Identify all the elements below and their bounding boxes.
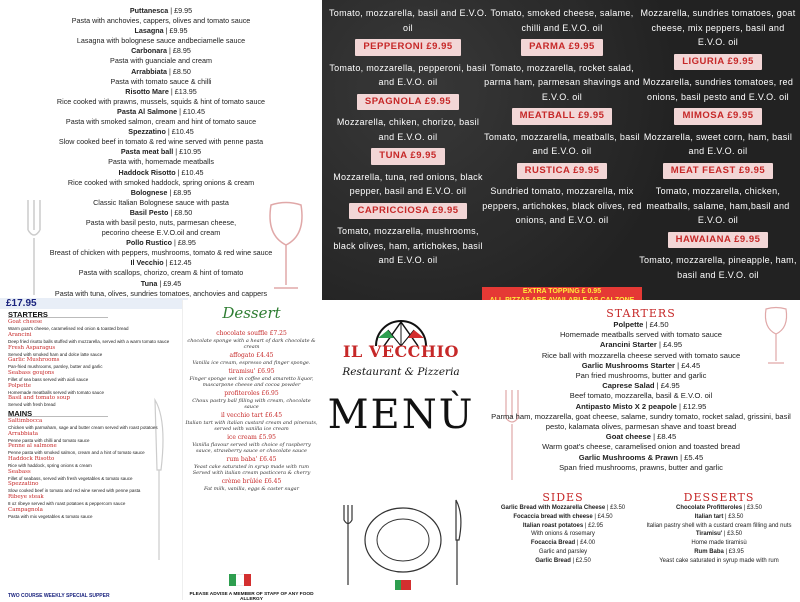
pasta-item — [6, 168, 316, 188]
pasta-item-description: Pasta with scallops, chorizo, cream & hint of tomato — [78, 268, 244, 278]
pizza-name-price: MEAT FEAST £9.95 — [663, 163, 773, 180]
starters-item-name: Goat cheese — [8, 319, 43, 326]
starters-item-name: Arancini — [8, 331, 32, 338]
pasta-item-description: Pasta with tomato sauce & chilli — [110, 76, 212, 86]
pasta-item-title: Pasta Al Salmone | £10.45 — [117, 106, 205, 116]
pasta-item — [6, 228, 316, 238]
dessert-item-description: chocolate sponge with a heart of dark chocolate & cream — [187, 338, 316, 350]
pasta-item-description: Slow cooked beef in tomato & red wine served with penne pasta — [58, 137, 264, 147]
desserts-item-name: Italian tart — [694, 513, 724, 520]
pasta-item-title: Spezzatino | £10.45 — [128, 127, 194, 137]
dessert-title: Dessert — [222, 304, 281, 322]
pizza-description: Tomato, mozzarella, basil and E.V.O. oil — [328, 8, 488, 33]
pasta-item-title: Risotto Mare | £13.95 — [125, 86, 197, 96]
pizza-description: Tomato, mozzarella, chicken, meatballs, salame, ham,basil and E.V.O. oil — [646, 186, 790, 225]
sides-item-price: £3.50 — [610, 505, 626, 511]
starters-item-name: Garlic Mushrooms & Prawn — [578, 452, 678, 462]
dessert-item-name: il vecchio tart £6.45 — [220, 412, 283, 419]
mains-item-name: Campagnola — [8, 506, 43, 513]
pasta-item-name: Arrabbiata — [131, 66, 168, 76]
pizza-column-3 — [638, 6, 798, 282]
dessert-item-name: crème brûlée £6.45 — [221, 478, 282, 485]
starters-item-price: £5.45 — [684, 452, 704, 462]
dessert-item-name: ice cream £5.95 — [227, 434, 276, 441]
pasta-item-title: Tuna | £9.45 — [140, 278, 182, 288]
desserts-item-price: £3.50 — [727, 531, 743, 538]
pasta-item — [6, 188, 316, 208]
dessert-list — [185, 328, 318, 492]
starters-item-price: £12.95 — [683, 401, 707, 411]
desserts-item-name: Rum Baba — [694, 548, 724, 555]
pizza-name-price: MIMOSA £9.95 — [674, 108, 761, 125]
weekly-special-footer: TWO COURSE WEEKLY SPECIAL SUPPER — [8, 593, 110, 599]
pizza-description: Mozzarella, tuna, red onions, black pepper, basil and E.V.O. oil — [333, 171, 483, 196]
starters-item-name: Antipasto Misto X 2 peapole — [575, 401, 677, 411]
desserts-item-title: Tiramisu' | £3.50 — [695, 531, 743, 538]
pasta-item-price: £8.50 — [174, 207, 193, 217]
mains-item-description: Penne pasta with smoked salmon, cream and a hint of tomato sauce — [8, 450, 145, 456]
starters-item-title: Arancini Starter | £4.95 — [599, 340, 683, 350]
pasta-item-description: Pasta with anchovies, cappers, olives and tomato sauce — [71, 16, 251, 26]
right-desserts-heading: DESSERTS — [683, 491, 755, 504]
pizza-description: Tomato, smoked cheese, salame, chilli and E.V.O. oil — [490, 8, 634, 33]
pasta-item-price: £10.45 — [182, 106, 205, 116]
extra-topping-text: EXTRA TOPPING £ 0.95 — [522, 288, 602, 295]
pasta-item-title: Puttanesca | £9.95 — [129, 6, 193, 15]
starters-item-name: Basil and tomato soup — [8, 395, 70, 402]
desserts-item-name: Chocolate Profitteroles — [676, 505, 743, 511]
pasta-item-price: £9.45 — [163, 278, 182, 288]
pizza-description: Mozzarella, chiken, chorizo, basil and E.V.O. oil — [336, 117, 480, 142]
pasta-item-price: £10.95 — [179, 147, 202, 157]
pasta-item-description: Pasta with tuna, olives, sundries tomatoes, anchovies and cappers — [54, 288, 268, 298]
pizza-name-price: MEATBALL £9.95 — [512, 108, 613, 125]
pasta-item-price: £9.95 — [169, 26, 188, 36]
pasta-item-name: Pasta meat ball — [120, 147, 174, 157]
pasta-item — [6, 6, 316, 26]
pasta-item-description: Classic Italian Bolognese sauce with pasta — [93, 197, 229, 207]
pizza-description: Tomato, mozzarella, mushrooms, black olives, ham, artichokes, basil and E.V.O. oil — [333, 226, 483, 265]
pizza-name-price: SPAGNOLA £9.95 — [357, 94, 459, 111]
desserts-item-title: Rum Baba | £3.95 — [694, 548, 744, 555]
sides-item-price: £4.50 — [597, 513, 613, 520]
pasta-item-name: Bolognese — [130, 187, 168, 197]
starters-item-title: Goat cheese | £8.45 — [605, 432, 677, 442]
special-price: £17.95 — [0, 298, 188, 309]
sides-item-name: Italian roast potatoes — [522, 522, 584, 529]
pasta-item — [6, 127, 316, 147]
sides-item-title: Garlic Bread with Mozzarella Cheese | £3.50 — [500, 505, 626, 511]
pasta-item-price: £8.95 — [172, 46, 191, 56]
starters-item-price: £4.45 — [681, 360, 701, 370]
desserts-item-name: Tiramisu' — [695, 531, 723, 538]
right-starters-list — [486, 308, 796, 473]
allergy-notice: PLEASE ADVISE A MEMBER OF STAFF OF ANY FOOD ALLERGY — [189, 592, 314, 602]
mains-item-name: Penne al salmone — [8, 443, 57, 450]
pasta-item-price: £8.50 — [172, 66, 191, 76]
mains-item-name: Saltimbocca — [8, 417, 43, 424]
pasta-item-name: Tuna — [140, 278, 158, 288]
pasta-item — [6, 26, 316, 46]
mains-item-name: Arrabbiata — [8, 430, 39, 437]
pasta-item-name: Spezzatino — [128, 127, 166, 137]
pizza-description: Tomato, mozzarella, pepperoni, basil and E.V.O. oil — [329, 62, 487, 87]
starters-item-name: Caprese Salad — [602, 381, 655, 391]
sides-heading: SIDES — [542, 491, 584, 504]
desserts-item-title: Italian tart | £3.50 — [694, 513, 744, 520]
pasta-item-title: Pollo Rustico | £8.95 — [126, 238, 196, 248]
starters-heading: STARTERS — [8, 312, 108, 318]
sides-item-description: Garlic and parsley — [538, 548, 588, 555]
dessert-item-name: profiteroles £6.95 — [224, 390, 279, 397]
mains-item-description: Penne pasta with chilli and tomato sauce — [8, 437, 90, 443]
pasta-item-price: £8.95 — [173, 187, 192, 197]
pizza-name-price: PEPPERONI £9.95 — [355, 39, 460, 56]
desserts-item-description: Home made tiramisù — [691, 540, 747, 547]
dessert-item-description: Vanilla flavour served with choice of raspberry sauce, strawberry sauce or chocolate sauce — [192, 442, 311, 454]
pasta-item-name: Lasagna — [134, 26, 164, 36]
mains-item-name: Spezzatino — [8, 481, 39, 488]
pasta-item-price: £8.95 — [177, 238, 196, 248]
pasta-item-description: Rice cooked with smoked haddock, spring onions & cream — [67, 177, 255, 187]
pasta-item — [6, 87, 316, 107]
pizza-name-price: RUSTICA £9.95 — [517, 163, 608, 180]
starters-item-name: Arancini Starter — [599, 340, 657, 350]
pizza-description: Mozzarella, sundries tomatoes, red onions, basil pesto and E.V.O. oil — [642, 77, 794, 102]
pizza-name-price: TUNA £9.95 — [371, 148, 444, 165]
pizza-column-1 — [328, 6, 488, 268]
starters-item-name: Fresh Asparagus — [8, 344, 56, 351]
pizza-description: Mozzarella, sundries tomatoes, goat cheese, mix peppers, basil and E.V.O. oil — [640, 8, 796, 47]
dessert-item-description: Italian tart with italian custard cream and pinenuts, served with vanilla ice cream — [185, 420, 318, 432]
mains-item-name: Ribeye steak — [8, 494, 44, 501]
desserts-item-description: Italian pastry shell with a custard cream filling and nuts — [646, 522, 792, 529]
pasta-item — [6, 67, 316, 87]
sides-list — [488, 492, 638, 566]
sides-item-name: Focaccia Bread — [530, 540, 576, 547]
pasta-item-name: Il Vecchio — [130, 258, 164, 268]
starters-item-description: Homemade meatballs served with tomato sauce — [559, 330, 723, 340]
sides-item-name: Garlic Bread with Mozzarella Cheese — [500, 505, 606, 511]
pasta-menu-panel — [0, 0, 322, 300]
mains-item-description: Fillet of seabass, served with fresh vegetables & tomato sauce — [8, 475, 133, 481]
starters-mains-list — [8, 309, 178, 519]
dessert-item-description: Fat milk, vanilla, eggs & caster sugar — [203, 486, 300, 492]
pasta-item-description: Pasta with guanciale and cream — [110, 56, 212, 66]
dessert-item-name: affogato £4.45 — [229, 352, 274, 359]
starters-item-description: Deep fried risotto balls stuffed with mozzarella, served with a warm tomato sauce — [8, 338, 170, 344]
pasta-item — [6, 46, 316, 66]
starters-item-name: Polpette — [613, 320, 644, 329]
pasta-item — [6, 279, 316, 299]
dessert-item-description: Finger sponge wet in coffee and amaretto liquor, mascarpone cheese and cocoa powder — [189, 376, 314, 388]
pasta-item-price: £12.45 — [169, 258, 192, 268]
pasta-item-description: Breast of chicken with peppers, mushrooms, tomato & red wine sauce — [49, 248, 273, 258]
right-desserts-list — [644, 492, 794, 566]
starters-item-description: Span fried mushrooms, prawns, butter and garlic — [559, 462, 723, 472]
italian-flag-icon — [229, 574, 251, 586]
starters-item-price: £4.50 — [649, 320, 669, 329]
mains-item-description: Slow cooked beef in tomato and red wine served with penne pasta — [8, 488, 141, 494]
sides-item-title: Italian roast potatoes | £2.95 — [522, 522, 604, 529]
weekly-special-panel — [0, 300, 182, 600]
pasta-item — [6, 107, 316, 127]
restaurant-subtitle: Restaurant & Pizzeria — [342, 366, 460, 378]
sides-item-title: Focaccia bread with cheese | £4.50 — [513, 513, 613, 520]
pasta-item-name: Basil Pesto — [129, 207, 169, 217]
pasta-item-price: £10.45 — [181, 167, 204, 177]
starters-item-description: Pan-fried mushrooms, parsley, butter and garlic — [8, 364, 103, 370]
dessert-menu-panel — [182, 300, 320, 600]
starters-item-name: Polpette — [8, 382, 31, 389]
starters-item-title: Caprese Salad | £4.95 — [602, 381, 680, 391]
starters-item-description: Warm goat's cheese, caramelised onion and toasted bread — [542, 442, 740, 452]
pasta-item-description: Pasta with basil pesto, nuts, parmesan cheese, — [85, 217, 237, 227]
pasta-item-name: Pasta Al Salmone — [117, 106, 178, 116]
sides-item-title: Garlic Bread | £2.50 — [535, 557, 591, 564]
pizza-description: Tomato, mozzarella, rocket salad, parma ham, parmesan shavings and E.V.O. oil — [484, 62, 640, 102]
sides-item-description: With onions & rosemary — [531, 531, 595, 538]
plate-and-cutlery-icon — [338, 485, 468, 590]
pizza-description: Sundried tomato, mozzarella, mix peppers, artichokes, black olives, red onions, and E.V.O. oil — [482, 186, 642, 225]
pizza-name-price: HAWAIANA £9.95 — [668, 232, 769, 249]
pasta-item — [6, 147, 316, 167]
pasta-item-title: Carbonara | £8.95 — [131, 46, 191, 56]
dessert-item-description: Vanilla ice cream, espresso and finger sponge. — [192, 360, 311, 366]
pasta-item-title: Basil Pesto | £8.50 — [129, 207, 193, 217]
starters-item-title: Garlic Mushrooms & Prawn | £5.45 — [578, 452, 704, 462]
pasta-item-name: Risotto Mare — [125, 86, 169, 96]
pizza-description: Tomato, mozzarella, meatballs, basil and E.V.O. oil — [484, 131, 640, 156]
restaurant-name: IL VECCHIO — [343, 342, 459, 361]
mains-item-name: Haddock Risotto — [8, 455, 55, 462]
pasta-item-description: pecorino cheese E.V.O.oil and cream — [101, 228, 221, 238]
pizza-description: Tomato, mozzarella, pineapple, ham, basil and E.V.O. oil — [639, 255, 797, 280]
starters-item-description: Warm goat's cheese, caramelised red onion & toasted bread — [8, 326, 129, 332]
menu-cover-panel — [320, 300, 482, 600]
starters-item-description: Pan fried mushrooms, butter and garlic — [575, 371, 707, 381]
sides-item-title: Focaccia Bread | £4.00 — [530, 540, 596, 547]
pasta-item — [6, 238, 316, 258]
starters-item-title: Garlic Mushrooms Starter | £4.45 — [581, 360, 701, 370]
pasta-item-price: £9.95 — [174, 6, 193, 15]
right-starters-heading: STARTERS — [606, 307, 676, 320]
pasta-item-description: Pasta with, homemade meatballs — [108, 157, 214, 167]
pasta-item-title: Arrabbiata | £8.50 — [131, 66, 191, 76]
pizza-name-price: CAPRICCIOSA £9.95 — [349, 203, 466, 220]
starters-item-price: £4.95 — [663, 340, 683, 350]
pasta-item-description: Lasagna with bolognese sauce andbeciamelle sauce — [76, 36, 246, 46]
sides-item-price: £4.00 — [580, 540, 596, 547]
pasta-item-price: £13.95 — [174, 86, 197, 96]
mains-item-description: 8 oz ribeye served with roast potatoes & peppercorn sauce — [8, 501, 126, 507]
mains-item-description: Chicken with parmaham, sage and butter cream served with roast potatoes — [8, 424, 158, 430]
starters-item-description: Served with fresh bread — [8, 402, 56, 408]
sides-item-price: £2.50 — [575, 557, 591, 564]
pasta-item-name: Haddock Risotto — [118, 167, 176, 177]
sides-item-name: Garlic Bread — [535, 557, 571, 564]
pasta-item-title: Lasagna | £9.95 — [134, 26, 188, 36]
pizza-column-2 — [482, 6, 642, 228]
pasta-item-description: Pasta with smoked salmon, cream and hint of tomato sauce — [65, 117, 257, 127]
pasta-list — [6, 6, 316, 299]
mains-item-description: Rice with haddock, spring onions & cream — [8, 462, 92, 468]
desserts-item-price: £3.50 — [746, 505, 762, 511]
starters-item-title: Polpette | £4.50 — [613, 320, 669, 329]
pasta-item-price: £10.45 — [171, 127, 194, 137]
dessert-item-name: rum baba' £6.45 — [226, 456, 277, 463]
sides-item-price: £2.95 — [588, 522, 604, 529]
pasta-item-title: Pasta meat ball | £10.95 — [120, 147, 202, 157]
pasta-item-title: Bolognese | £8.95 — [130, 187, 192, 197]
starters-item-title: Antipasto Misto X 2 peapole | £12.95 — [575, 401, 707, 411]
dessert-item-description: Choux pastry ball filling with cream, chocolate sauce — [192, 398, 311, 410]
desserts-item-title: Chocolate Profitteroles | £3.50 — [676, 505, 762, 511]
dessert-item-name: chocolate souffle £7.25 — [216, 330, 287, 337]
starters-item-name: Goat cheese — [605, 432, 651, 442]
pizza-menu-panel — [322, 0, 800, 300]
desserts-item-price: £3.50 — [728, 513, 744, 520]
dessert-item-name: tiramisu' £6.95 — [228, 368, 275, 375]
pasta-item-title: Il Vecchio | £12.45 — [130, 258, 192, 268]
starters-item-description: Parma ham, mozzarella, goat cheese, salame, sundry tomato, rocket salad, grissini, basil pesto, kalamata olives, parmesan shave and toast bread — [491, 411, 791, 432]
starters-item-description: Homemade meatballs served with tomato sauce — [8, 389, 105, 395]
starters-item-price: £8.45 — [657, 432, 677, 442]
menu-title: MENÙ — [327, 392, 475, 438]
mains-heading: MAINS — [8, 411, 108, 417]
pizza-name-price: LIGURIA £9.95 — [674, 54, 762, 71]
starters-item-price: £4.95 — [660, 381, 680, 391]
pizza-description: Mozzarella, sweet corn, ham, basil and E.V.O. oil — [643, 131, 793, 156]
starters-item-name: Garlic Mushrooms — [8, 357, 60, 364]
pasta-item — [6, 258, 316, 278]
pasta-item — [6, 208, 316, 228]
pasta-item-title: Haddock Risotto | £10.45 — [118, 167, 204, 177]
mains-item-description: Pasta with mix vegetables & tomato sauce — [8, 513, 93, 519]
starters-item-description: Served with smoked ham and dolce latte sauce — [8, 351, 103, 357]
starters-item-name: Garlic Mushrooms Starter — [581, 360, 676, 370]
pasta-item-name: Pollo Rustico — [126, 238, 173, 248]
pasta-item-name: Puttanesca — [129, 6, 169, 15]
desserts-item-price: £3.95 — [728, 548, 744, 555]
starters-item-description: Rice ball with mozzarella cheese served with tomato sauce — [541, 350, 741, 360]
dessert-item-description: Yeast cake saturated in syrup made with rum Served with italian cream pasticcera & cherry — [192, 464, 311, 476]
sides-item-name: Focaccia bread with cheese — [513, 513, 593, 520]
pasta-item-name: Carbonara — [131, 46, 168, 56]
starters-item-name: Seabass goujons — [8, 370, 55, 377]
mains-item-name: Seabass — [8, 468, 31, 475]
pasta-item-description: Rice cooked with prawns, mussels, squids & hint of tomato sauce — [56, 96, 266, 106]
starters-sides-panel — [482, 300, 800, 600]
starters-item-description: Fillet of sea bass served with aioli sauce — [8, 377, 89, 383]
pizza-name-price: PARMA £9.95 — [521, 39, 603, 56]
starters-item-description: Beef tomato, mozzarella, basil & E.V.O. oil — [569, 391, 713, 401]
desserts-item-description: Yeast cake saturated in syrup made with rum — [659, 557, 779, 564]
